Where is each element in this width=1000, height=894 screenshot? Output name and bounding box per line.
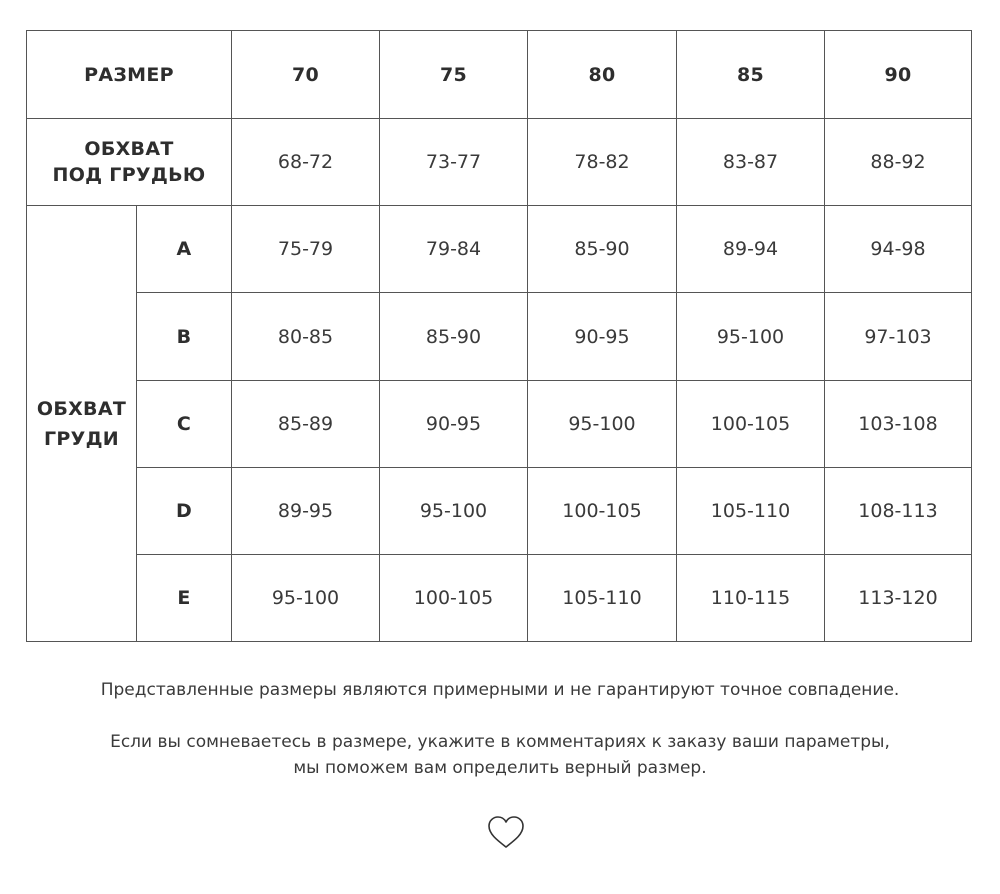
underbust-value: 78-82: [574, 151, 630, 173]
advice-note-line1: Если вы сомневаетесь в размере, укажите в комментариях к заказу ваши параметры,: [110, 732, 890, 752]
cup-e-label: E: [177, 587, 191, 609]
bust-label-line1: ОБХВАТ: [36, 397, 127, 420]
size-85-header: 85: [736, 63, 765, 86]
underbust-value: 83-87: [722, 151, 779, 173]
bust-value: 100-105: [562, 500, 642, 522]
bust-value: 110-115: [710, 587, 791, 609]
header-size-label: РАЗМЕР: [84, 63, 174, 86]
bust-value: 100-105: [710, 413, 791, 435]
underbust-value: 88-92: [870, 151, 926, 173]
bust-value: 89-95: [277, 500, 334, 522]
bust-value: 89-94: [722, 238, 779, 260]
size-75-header: 75: [439, 63, 468, 86]
heart-icon[interactable]: [487, 814, 525, 852]
underbust-label-line1: ОБХВАТ: [84, 138, 174, 160]
bust-value: 95-100: [568, 413, 636, 435]
bust-value: 75-79: [277, 238, 334, 260]
bust-value: 113-120: [858, 587, 938, 609]
cup-c-label: C: [176, 413, 192, 435]
cup-b-label: B: [176, 325, 192, 348]
bust-value: 90-95: [425, 413, 482, 435]
bust-value: 105-110: [562, 587, 642, 609]
bust-value: 95-100: [271, 587, 340, 609]
bust-value: 85-90: [425, 325, 482, 348]
bust-value: 79-84: [425, 238, 482, 260]
bust-label: [27, 206, 136, 641]
bust-value: 105-110: [710, 500, 791, 522]
bust-value: 85-89: [277, 413, 334, 435]
underbust-value: 73-77: [425, 151, 482, 173]
size-70-header: 70: [291, 63, 320, 86]
underbust-label-line2: ПОД ГРУДЬЮ: [52, 164, 206, 186]
advice-note-line2: мы поможем вам определить верный размер.: [293, 758, 707, 778]
bust-value: 108-113: [858, 500, 938, 522]
bust-value: 95-100: [716, 325, 785, 348]
bust-value: 85-90: [574, 238, 630, 260]
bust-value: 90-95: [574, 325, 630, 348]
bust-value: 100-105: [413, 587, 494, 609]
size-90-header: 90: [884, 63, 912, 86]
cup-d-label: D: [175, 500, 193, 522]
bust-label-line2: ГРУДИ: [43, 427, 119, 450]
bust-value: 95-100: [419, 500, 488, 522]
underbust-value: 68-72: [277, 151, 334, 173]
cup-a-label: A: [176, 238, 192, 260]
bust-value: 94-98: [870, 238, 926, 260]
underbust-label: [27, 119, 231, 205]
bust-value: 80-85: [277, 325, 334, 348]
bust-value: 97-103: [864, 325, 932, 348]
bust-value: 103-108: [858, 413, 938, 435]
size-80-header: 80: [588, 63, 616, 86]
disclaimer-note: Представленные размеры являются примерными и не гарантируют точное совпадение.: [100, 680, 900, 700]
